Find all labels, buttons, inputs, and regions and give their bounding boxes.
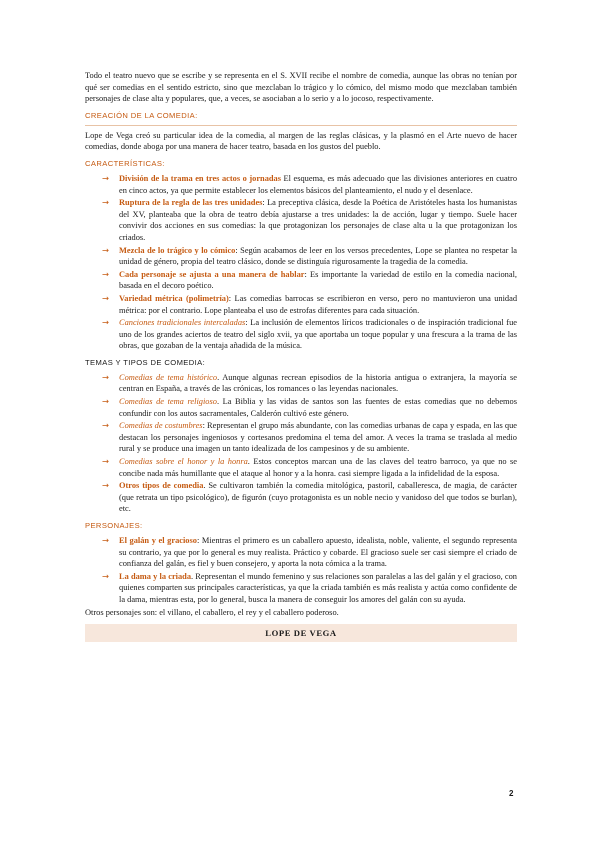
arrow-icon: →	[102, 292, 110, 303]
list-item	[85, 456, 517, 479]
item-text: . Representan el mundo femenino y sus relaciones son paralelas a las del galán y el gracioso, con quienes comparten sus principales características, ya que la criada también es más realista y actúa como confidente de la dama, mientras esta, por lo general, busca la manera de conseguir los amores del galán con su ayuda.	[119, 571, 517, 604]
arrow-icon: →	[102, 244, 110, 255]
item-term: Cada personaje se ajusta a una manera de hablar	[119, 269, 305, 279]
item-term: El galán y el gracioso	[119, 536, 197, 545]
arrow-icon: →	[102, 570, 110, 581]
arrow-icon: →	[102, 480, 110, 491]
list-item	[85, 420, 517, 455]
list-item	[85, 480, 517, 515]
characters-heading: PERSONAJES:	[85, 521, 143, 530]
item-text: : Es importante la variedad de estilo en la comedia nacional, basada en el decoro poético.	[119, 269, 518, 291]
item-term: Mezcla de lo trágico y lo cómico	[119, 245, 236, 255]
list-item	[85, 317, 517, 352]
heading-divider	[85, 125, 517, 126]
list-item	[85, 197, 517, 243]
item-term: Otros tipos de comedia	[119, 481, 204, 491]
item-term: Comedias sobre el honor y la honra	[119, 457, 248, 467]
item-term: Comedias de costumbres	[119, 421, 203, 431]
item-term: Comedias de tema histórico	[119, 372, 218, 382]
arrow-icon: →	[102, 535, 110, 545]
item-text: . Se cultivaron también la comedia mitológica, pastoril, caballeresca, de magia, de carácter (que retrata un tipo psicológico), de figurón (cuyo protagonista es un noble necio y vanidoso del que todos se burlan), etc.	[119, 481, 517, 514]
arrow-icon: →	[102, 396, 110, 407]
arrow-icon: →	[102, 420, 110, 431]
item-term: Variedad métrica (polimetría)	[119, 293, 229, 303]
item-text: : Mientras el primero es un caballero apuesto, idealista, noble, valiente, el segundo representa su contrario, ya que por lo general es muy realista. Práctico y cobarde. El gracioso suele ser casi siempre el criado de confianza del galán, es fiel y buen consejero, y aporta la nota cómica a la trama.	[119, 536, 517, 569]
item-text: . Estos conceptos marcan una de las claves del teatro barroco, ya que no se concibe nada más humillante que el ataque al honor y a la honra. casi siempre ligada a la infidelidad de la esposa.	[119, 457, 517, 478]
characteristics-heading: CARACTERÍSTICAS:	[85, 158, 165, 168]
item-text: : Según acabamos de leer en los versos precedentes, Lope se plantea no respetar la unidad de género, propia del teatro clásico, donde se distinguía rigurosamente la tragedia de la comedia.	[119, 245, 517, 267]
list-item	[85, 571, 517, 606]
item-term: Comedias de tema religioso	[119, 397, 217, 407]
arrow-icon: →	[102, 371, 110, 382]
item-text: . La Biblia y las vidas de santos son las fuentes de estas comedias que no debemos confundir con los autos sacramentales, Calderón cultivó este género.	[119, 397, 517, 418]
list-item	[85, 396, 517, 419]
item-term: La dama y la criada	[119, 571, 192, 581]
list-item	[85, 372, 517, 395]
characteristics-list	[85, 173, 517, 352]
arrow-icon: →	[102, 172, 110, 183]
item-term: Canciones tradicionales intercaladas	[119, 318, 246, 328]
item-text: : La preceptiva clásica, desde la Poética de Aristóteles hasta los humanistas del XV, planteaba que la obra de teatro debía ajustarse a tres unidades: la de acción, lugar y tiempo. Suele hacer convivir dos acciones en sus comedias: la que protagonizan los personajes de clase alta u la que protagonizan los criados.	[119, 198, 517, 242]
list-item	[85, 245, 517, 268]
item-text: : Las comedias barrocas se escribieron en verso, pero no mantuvieron una unidad métrica: por el contrario. Lope planteaba el uso de estrofas diferentes para cada situación.	[119, 293, 518, 315]
arrow-icon: →	[102, 197, 110, 208]
item-text: El esquema, es más adecuado que las divisiones anteriores en cuatro en cinco actos, ya que permite establecer los elementos básicos del planteamiento, el nudo y el desenlace.	[119, 173, 518, 195]
intro-paragraph: Todo el teatro nuevo que se escribe y se representa en el S. XVII recibe el nombre de comedia, aunque las obras no tenían por qué ser comedias en el sentido estricto, sino que mezclaban lo trágico y lo cómico, del mismo modo que mezclaban también personajes de clase alta y populares, que, a veces, se asociaban a lo serio y a lo jocoso, respectivamente.	[85, 71, 517, 104]
list-item	[85, 269, 517, 292]
creation-heading: CREACIÓN DE LA COMEDIA:	[85, 110, 198, 120]
lope-de-vega-banner: LOPE DE VEGA	[85, 624, 517, 642]
item-term: División de la trama en tres actos o jornadas	[119, 173, 282, 183]
item-text: : Representan el grupo más abundante, con las comedias urbanas de capa y espada, en las que destacan los personajes ingeniosos y cortesanos predomina el tema del amor. A veces la trama se traslada al medio rural y se produce una imagen un tanto idealizada de los campesinos y de su ambiente.	[119, 421, 518, 454]
page-number: 2	[509, 789, 514, 798]
list-item	[85, 173, 517, 196]
document-page	[85, 70, 517, 642]
item-term: Ruptura de la regla de las tres unidades	[119, 198, 263, 208]
list-item	[85, 293, 517, 316]
arrow-icon: →	[102, 268, 110, 279]
creation-paragraph: Lope de Vega creó su particular idea de la comedia, al margen de las reglas clásicas, y la plasmó en el Arte nuevo de hacer comedias, donde aboga por una manera de hacer teatro, basada en los gustos del pueblo.	[85, 130, 517, 152]
item-text: . Aunque algunas recrean episodios de la historia antigua o extranjera, la mayoría se centran en España, a través de las crónicas, los romances o las leyendas nacionales.	[119, 372, 517, 394]
arrow-icon: →	[102, 456, 110, 467]
themes-list	[85, 372, 517, 515]
arrow-icon: →	[102, 317, 110, 328]
characters-closing: Otros personajes son: el villano, el caballero, el rey y el caballero poderoso.	[85, 607, 339, 617]
characters-list	[85, 535, 517, 606]
list-item	[85, 535, 517, 570]
item-text: : La inclusión de elementos líricos tradicionales o de inspiración tradicional fue uno de los grandes aciertos de teatro del siglo xvii, ya que aportaba un toque popular y una frescura a la trama de las obras, que gozaban de la ventaja añadida de la música.	[119, 318, 517, 351]
themes-heading: TEMAS Y TIPOS DE COMEDIA:	[85, 357, 206, 367]
